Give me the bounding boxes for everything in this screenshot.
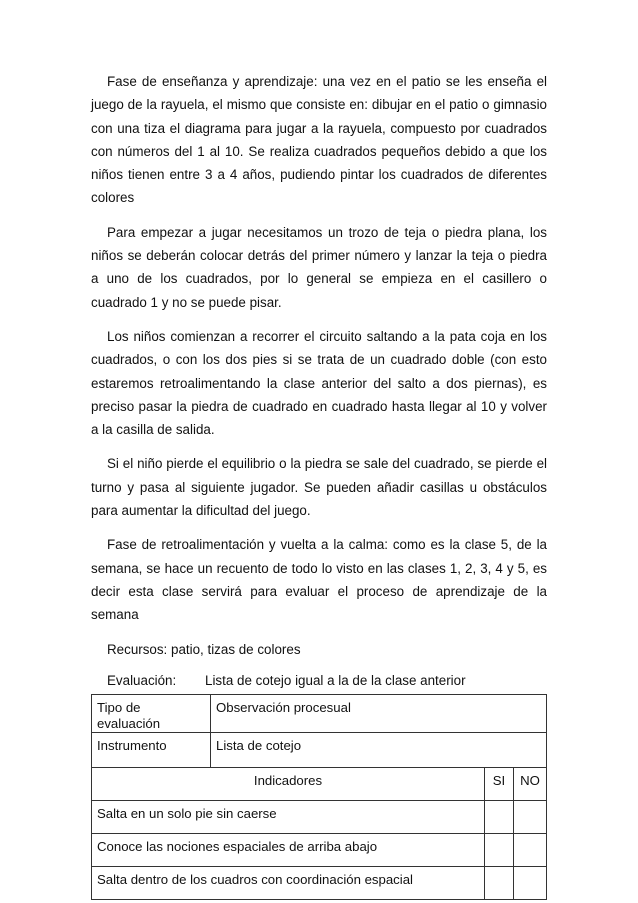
- no-cell: [514, 867, 547, 900]
- paragraph-feedback-phase: Fase de retroalimentación y vuelta a la calma: como es la clase 5, de la semana, se hace un recuento de todo lo visto en las clases 1, 2, 3, 4 y 5, es decir esta clase servirá para evaluar el proceso de aprendizaje de la semana: [91, 537, 547, 623]
- table-row: [92, 867, 547, 900]
- table-row: [92, 801, 547, 834]
- table-row: [92, 834, 547, 867]
- table-row-instrument: [92, 733, 547, 768]
- paragraph-circuit: Los niños comienzan a recorrer el circuito saltando a la pata coja en los cuadrados, o con los dos pies si se trata de un cuadrado doble (con esto estaremos retroalimentando la clase anterior del salto a dos piernas), es preciso pasar la piedra de cuadrado en cuadrado hasta llegar al 10 y volver a la casilla de salida.: [91, 328, 547, 438]
- indicator-cell: Conoce las nociones espaciales de arriba abajo: [92, 834, 485, 867]
- no-cell: [514, 834, 547, 867]
- paragraph-teaching-phase: Fase de enseñanza y aprendizaje: una vez en el patio se les enseña el juego de la rayuela, el mismo que consiste en: dibujar en el patio o gimnasio con una tiza el diagrama para jugar a la rayuela, compuesto por cuadrados con números del 1 al 10. Se realiza cuadrados pequeños debido a que los niños tienen entre 3 a 4 años, pudiendo pintar los cuadrados de diferentes colores: [91, 74, 547, 206]
- yes-header-cell: SI: [485, 768, 514, 801]
- indicator-cell: Salta dentro de los cuadros con coordinación espacial: [92, 867, 485, 900]
- no-cell: [514, 801, 547, 834]
- table-row-header: [92, 768, 547, 801]
- evaluation-line: [91, 669, 547, 692]
- document-body: [91, 70, 547, 900]
- instrument-value-cell: Lista de cotejo: [211, 733, 547, 768]
- no-header-cell: NO: [514, 768, 547, 801]
- evaluation-value: Lista de cotejo igual a la de la clase anterior: [205, 672, 466, 688]
- paragraph-start-game: Para empezar a jugar necesitamos un trozo de teja o piedra plana, los niños se deberán colocar detrás del primer número y lanzar la teja o piedra a uno de los cuadrados, por lo general se empieza en el casillero o cuadrado 1 y no se puede pisar.: [91, 224, 547, 310]
- indicators-header-cell: Indicadores: [92, 768, 485, 801]
- resources-line: Recursos: patio, tizas de colores: [107, 641, 301, 657]
- yes-cell: [485, 801, 514, 834]
- yes-cell: [485, 867, 514, 900]
- evaluation-label: Evaluación:: [107, 672, 177, 688]
- evaluation-table: [91, 694, 547, 900]
- paragraph-rules: Si el niño pierde el equilibrio o la piedra se sale del cuadrado, se pierde el turno y pasa al siguiente jugador. Se pueden añadir casillas u obstáculos para aumentar la dificultad del juego.: [91, 456, 547, 519]
- indicator-cell: Salta en un solo pie sin caerse: [92, 801, 485, 834]
- type-value-cell: Observación procesual: [211, 695, 547, 733]
- instrument-label-cell: Instrumento: [92, 733, 211, 768]
- type-label-cell: Tipo de evaluación: [92, 695, 211, 733]
- table-row-type: [92, 695, 547, 733]
- yes-cell: [485, 834, 514, 867]
